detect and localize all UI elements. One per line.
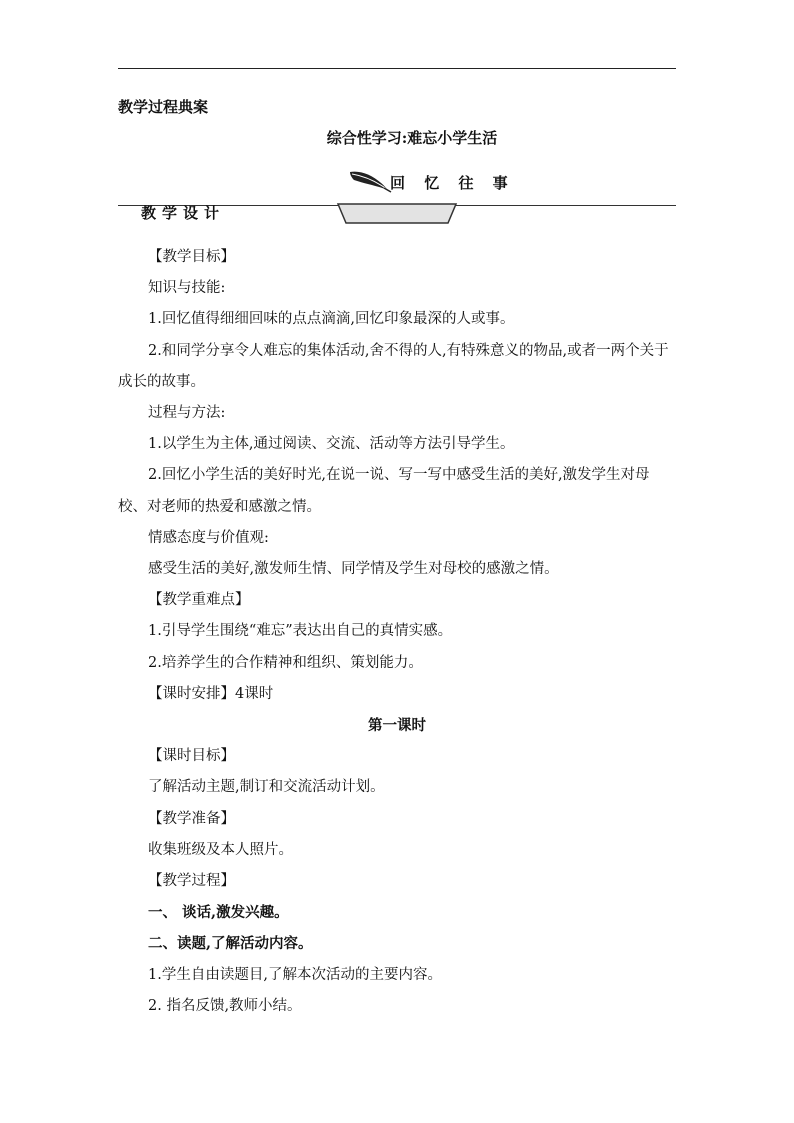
preparation-heading: 【教学准备】 xyxy=(148,810,235,827)
procedure-step-2-item-2: 2. 指名反馈,教师小结。 xyxy=(148,997,302,1014)
knowledge-item-1: 1.回忆值得细细回味的点点滴滴,回忆印象最深的人或事。 xyxy=(148,311,515,328)
procedure-step-1: 一、 谈话,激发兴趣。 xyxy=(148,904,289,922)
quill-icon xyxy=(348,168,392,194)
key-point-2: 2.培养学生的合作精神和组织、策划能力。 xyxy=(148,654,423,671)
knowledge-skills-heading: 知识与技能: xyxy=(148,280,226,297)
document-title: 综合性学习:难忘小学生活 xyxy=(326,129,498,147)
emotion-values-heading: 情感态度与价值观: xyxy=(148,529,269,546)
schedule-line: 【课时安排】4课时 xyxy=(148,685,274,702)
key-points-heading: 【教学重难点】 xyxy=(148,592,250,609)
process-method-heading: 过程与方法: xyxy=(148,405,226,422)
lesson-one-title: 第一课时 xyxy=(368,717,426,735)
section-title: 回 忆 往 事 xyxy=(390,174,515,192)
preparation-item: 收集班级及本人照片。 xyxy=(148,841,293,858)
procedure-step-2: 二、读题,了解活动内容。 xyxy=(148,935,313,953)
banner-tab-shape xyxy=(332,199,462,225)
process-item-1: 1.以学生为主体,通过阅读、交流、活动等方法引导学生。 xyxy=(148,436,515,453)
knowledge-item-2: 2.和同学分享令人难忘的集体活动,舍不得的人,有特殊意义的物品,或者一两个关于成长的故事。 xyxy=(118,342,669,390)
top-rule xyxy=(118,68,676,69)
emotion-item-1: 感受生活的美好,激发师生情、同学情及学生对母校的感激之情。 xyxy=(148,561,559,578)
goals-heading: 【教学目标】 xyxy=(148,249,235,265)
lesson-plan-body xyxy=(118,242,676,1022)
process-item-2: 2.回忆小学生活的美好时光,在说一说、写一写中感受生活的美好,激发学生对母校、对老师的热爱和感激之情。 xyxy=(118,467,650,515)
lesson-goal-heading: 【课时目标】 xyxy=(148,748,235,765)
procedure-step-2-item-1: 1.学生自由读题目,了解本次活动的主要内容。 xyxy=(148,966,442,983)
procedure-heading: 【教学过程】 xyxy=(148,873,235,890)
key-point-1: 1.引导学生围绕“难忘”表达出自己的真情实感。 xyxy=(148,623,453,640)
lesson-goal-item: 了解活动主题,制订和交流活动计划。 xyxy=(148,779,385,796)
document-label: 教学过程典案 xyxy=(118,98,209,116)
design-banner xyxy=(118,199,676,229)
banner-title: 教学设计 xyxy=(140,204,225,222)
